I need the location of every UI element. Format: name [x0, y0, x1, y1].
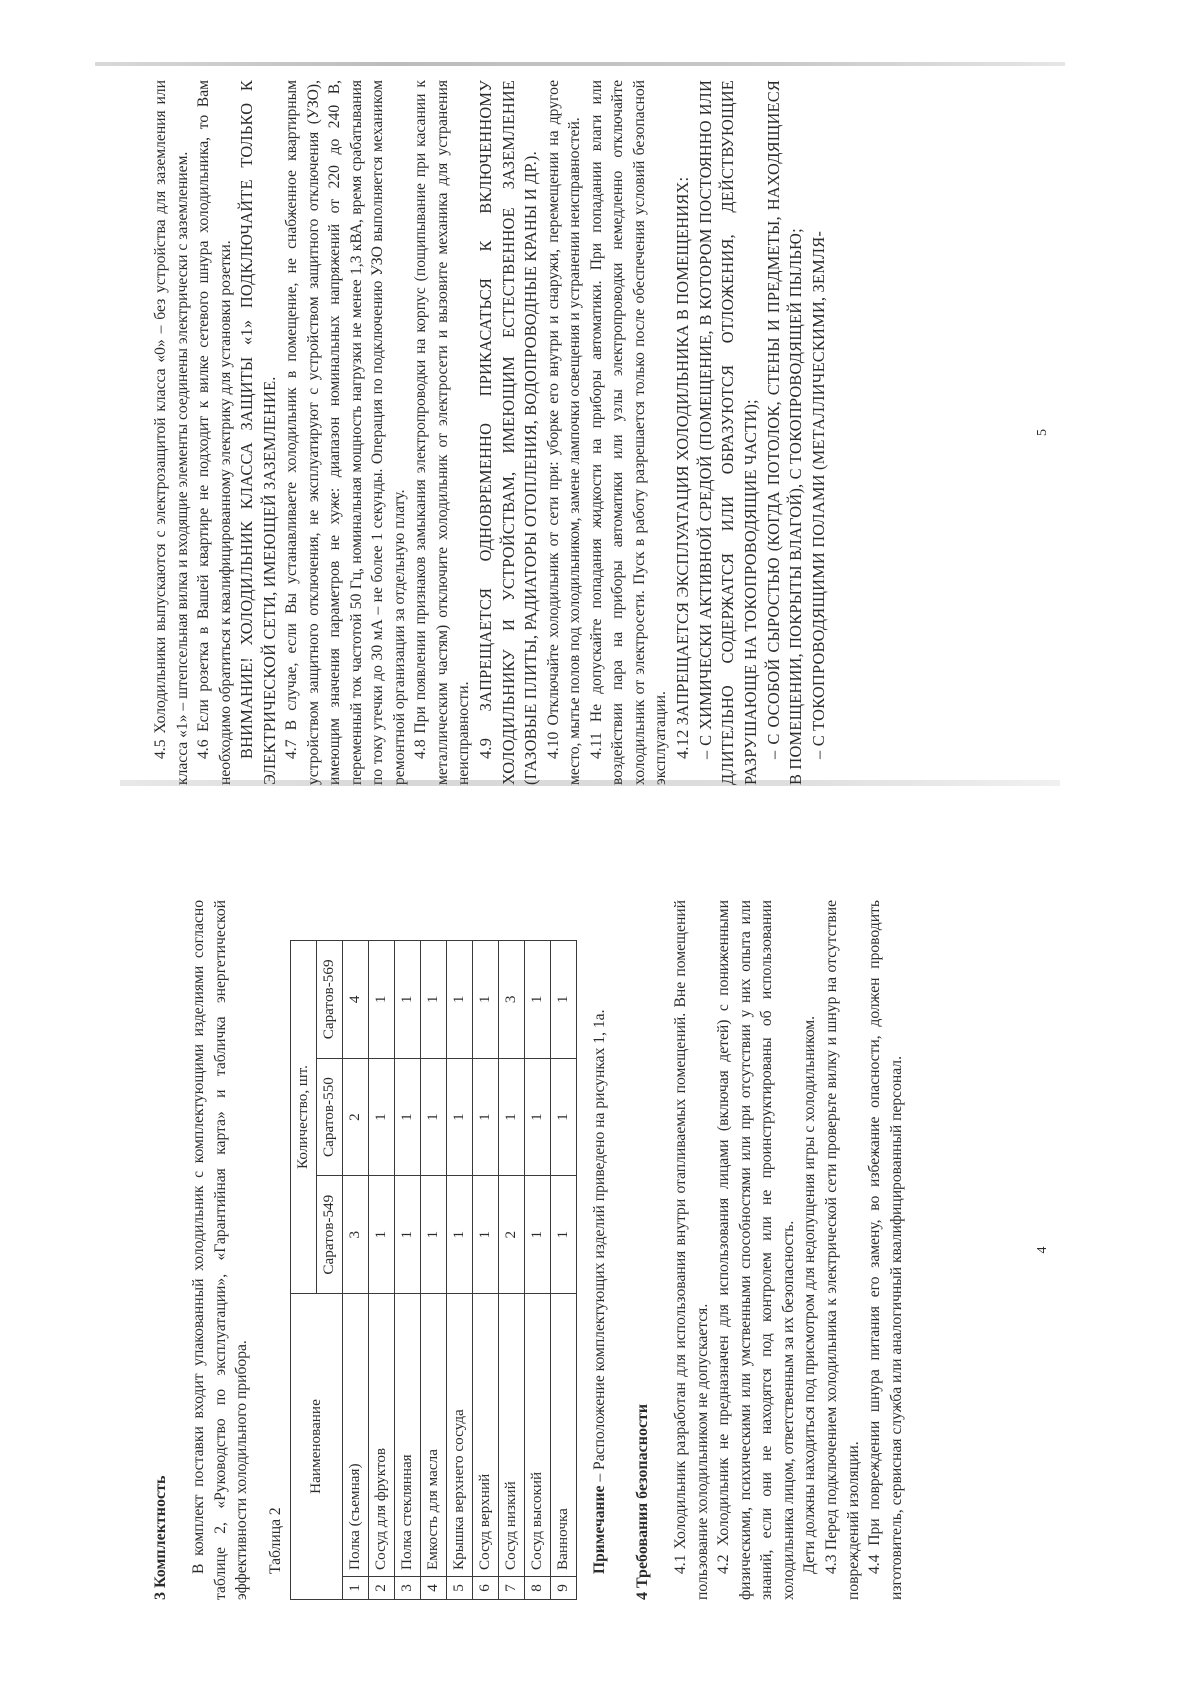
document-spread: [150, 80, 1080, 1600]
note-label: Примечание: [590, 1485, 608, 1574]
page-4: [150, 900, 1080, 1600]
item-name: Сосуд верхний: [472, 1294, 498, 1577]
quantity-cell: 1: [395, 941, 421, 1059]
quantity-cell: 1: [420, 1058, 446, 1176]
list-item: – С ХИМИЧЕСКИ АКТИВНОЙ СРЕДОЙ (ПОМЕЩЕНИЕ, В КОТОРОМ ПОСТОЯННО ИЛИ ДЛИТЕЛЬНО СОДЕРЖАТСЯ ИЛИ ОБРАЗУЮТСЯ ОТЛОЖЕНИЯ, ДЕЙСТВУЮЩИЕ РАЗРУШАЮЩЕ НА ТОКОПРОВОДЯЩИЕ ЧАСТИ);: [695, 80, 760, 785]
quantity-cell: 1: [524, 1058, 550, 1176]
paragraph-4-7: 4.7 В случае, если Вы устанавливаете холодильник в помещение, не снабженное квартирным устройством защитного отключения, не эксплуатируют с устройством защитного отключения (УЗО), имеющим значения параметров не хуже: диапазон номинальных напряжений от 220 до 240 В, переменный ток частотой 50 Гц, номинальная мощность нагрузки не менее 1,3 кВА, время срабатывания по току утечки до 30 мА – не более 1 секунды. Операция по подключению УЗО выполняется механиком ремонтной организации за отдельную плату.: [283, 80, 408, 785]
quantity-cell: 1: [446, 941, 472, 1059]
quantity-cell: 1: [446, 1058, 472, 1176]
table-header-model: Саратов-569: [317, 941, 343, 1059]
item-name: Крышка верхнего сосуда: [446, 1294, 472, 1577]
page-5: [150, 80, 1080, 785]
item-name: Полка стеклянная: [395, 1294, 421, 1577]
item-name: Ванночка: [550, 1294, 576, 1577]
quantity-cell: 1: [395, 1058, 421, 1176]
quantity-cell: 2: [498, 1176, 524, 1294]
quantity-cell: 3: [498, 941, 524, 1059]
row-number: 9: [550, 1577, 576, 1600]
quantity-cell: 1: [369, 941, 395, 1059]
row-number: 2: [369, 1577, 395, 1600]
paragraph-4-9: 4.9 ЗАПРЕЩАЕТСЯ ОДНОВРЕМЕННО ПРИКАСАТЬСЯ К ВКЛЮЧЕННОМУ ХОЛОДИЛЬНИКУ И УСТРОЙСТВАМ, ИМЕЮЩИМ ЕСТЕСТВЕННОЕ ЗАЗЕМЛЕНИЕ (ГАЗОВЫЕ ПЛИТЫ, РАДИАТОРЫ ОТОПЛЕНИЯ, ВОДОПРОВОДНЫЕ КРАНЫ И ДР.).: [475, 80, 541, 785]
quantity-cell: 1: [550, 941, 576, 1059]
item-name: Емкость для масла: [420, 1294, 446, 1577]
paragraph-4-5: 4.5 Холодильники выпускаются с электрозащитой класса «0» – без устройства для заземления или класса «1» – штепсельная вилка и входящие элементы соединены электрически с заземлением.: [152, 80, 191, 785]
item-name: Сосуд низкий: [498, 1294, 524, 1577]
row-number: 8: [524, 1577, 550, 1600]
item-name: Полка (съемная): [343, 1294, 369, 1577]
section-3-title: 3 Комплектность: [152, 1475, 169, 1600]
quantity-cell: 1: [369, 1058, 395, 1176]
page-number: 5: [1034, 429, 1050, 436]
table-row: [395, 941, 421, 1600]
paragraph-4-1: 4.1 Холодильник разработан для использования внутри отапливаемых помещений. Вне помещений пользование холодильником не допускается.: [672, 900, 711, 1600]
paragraph-4-11: 4.11 Не допускайте попадания жидкости на приборы автоматики. При попадании влаги или воздействии пара на приборы автоматики или узлы электропроводки немедленно отключайте холодильник от электросети. Пуск в работу разрешается только после обеспечения условий безопасной эксплуатации.: [587, 80, 670, 785]
page-number: 4: [1034, 1246, 1050, 1254]
row-number: 4: [420, 1577, 446, 1600]
row-number: 6: [472, 1577, 498, 1600]
quantity-cell: 1: [420, 1176, 446, 1294]
quantity-cell: 1: [446, 1176, 472, 1294]
paragraph-4-8: 4.8 При появлении признаков замыкания электропроводки на корпус (пощипывание при касании к металлическим частям) отключите холодильник от электросети и вызовите механика для устранения неисправности.: [412, 80, 473, 785]
table-row: [550, 941, 576, 1600]
table-header-quantity: Количество, шт.: [291, 941, 317, 1294]
quantity-cell: 1: [524, 1176, 550, 1294]
contents-table: [290, 940, 577, 1600]
section-4-title: 4 Требования безопасности: [634, 1403, 652, 1600]
table-body: [343, 941, 577, 1600]
table-row: [369, 941, 395, 1600]
table-row: [343, 941, 369, 1600]
warning-text: ВНИМАНИЕ! ХОЛОДИЛЬНИК КЛАССА ЗАЩИТЫ «1» ПОДКЛЮЧАЙТЕ ТОЛЬКО К ЭЛЕКТРИЧЕСКОЙ СЕТИ, ИМЕЮЩЕЙ ЗАЗЕМЛЕНИЕ.: [237, 80, 279, 785]
row-number: 1: [343, 1577, 369, 1600]
scan-edge-line: [95, 62, 1065, 66]
section-3-paragraph: В комплект поставки входит упакованный холодильник с комплектующими изделиями согласно таблице 2, «Руководство по эксплуатации», «Гарантийная карта» и табличка энергетической эффективности холодильного прибора.: [190, 900, 251, 1600]
table-header-model: Саратов-550: [317, 1058, 343, 1176]
table-header-model: Саратов-549: [317, 1176, 343, 1294]
item-name: Сосуд для фруктов: [369, 1294, 395, 1577]
paragraph-4-2: 4.2 Холодильник не предназначен для использования лицами (включая детей) с пониженными физическими, психическими или умственными способностями или при отсутствии у них опыта или знаний, если они не находятся под контролем или не проинструктированы об использовании холодильника лицом, ответственным за их безопасность.: [715, 900, 797, 1600]
item-name: Сосуд высокий: [524, 1294, 550, 1577]
table-row: [498, 941, 524, 1600]
quantity-cell: 1: [472, 1176, 498, 1294]
paragraph-4-10: 4.10 Отключайте холодильник от сети при: уборке его внутри и снаружи, перемещении на другое место, мытье полов под холодильником, замене лампочки освещения и устранении неисправностей.: [544, 80, 584, 785]
paragraph-4-12: 4.12 ЗАПРЕЩАЕТСЯ ЭКСПЛУАТАЦИЯ ХОЛОДИЛЬНИКА В ПОМЕЩЕНИЯХ:: [673, 176, 692, 759]
table-row: [446, 941, 472, 1600]
row-number: 3: [395, 1577, 421, 1600]
quantity-cell: 4: [343, 941, 369, 1059]
paragraph-4-3: 4.3 Перед подключением холодильника к электрической сети проверьте вилку и шнур на отсутствие повреждений изоляции.: [823, 900, 862, 1600]
quantity-cell: 2: [343, 1058, 369, 1176]
table-row: [472, 941, 498, 1600]
quantity-cell: 3: [343, 1176, 369, 1294]
list-item: – С ТОКОПРОВОДЯЩИМИ ПОЛАМИ (МЕТАЛЛИЧЕСКИМИ, ЗЕМЛЯ-: [808, 231, 828, 759]
quantity-cell: 1: [524, 941, 550, 1059]
table-row: [524, 941, 550, 1600]
quantity-cell: 1: [395, 1176, 421, 1294]
paragraph-4-2-children: Дети должны находиться под присмотром для недопущения игры с холодильником.: [801, 1015, 819, 1574]
quantity-cell: 1: [472, 1058, 498, 1176]
note-text: – Расположение комплектующих изделий приведено на рисунках 1, 1а.: [590, 1009, 608, 1486]
quantity-cell: 1: [369, 1176, 395, 1294]
table-caption: Таблица 2: [266, 1507, 284, 1574]
paragraph-4-4: 4.4 При повреждении шнура питания его замену, во избежание опасности, должен проводить изготовитель, сервисная служба или аналогичный квалифицированный персонал.: [866, 900, 905, 1600]
list-item: – С ОСОБОЙ СЫРОСТЬЮ (КОГДА ПОТОЛОК, СТЕНЫ И ПРЕДМЕТЫ, НАХОДЯЩИЕСЯ В ПОМЕЩЕНИИ, ПОКРЫТЫ ВЛАГОЙ), С ТОКОПРОВОДЯЩЕЙ ПЫЛЬЮ;: [763, 80, 806, 785]
quantity-cell: 1: [498, 1058, 524, 1176]
row-number: 5: [446, 1577, 472, 1600]
paragraph-4-6: 4.6 Если розетка в Вашей квартире не подходит к вилке сетевого шнура холодильника, то Вам необходимо обратиться к квалифицированному электрику для установки розетки.: [195, 80, 234, 785]
quantity-cell: 1: [550, 1176, 576, 1294]
table-header-name: Наименование: [291, 1294, 343, 1600]
quantity-cell: 1: [550, 1058, 576, 1176]
quantity-cell: 1: [472, 941, 498, 1059]
quantity-cell: 1: [420, 941, 446, 1059]
row-number: 7: [498, 1577, 524, 1600]
table-note: [589, 900, 611, 1600]
table-row: [420, 941, 446, 1600]
